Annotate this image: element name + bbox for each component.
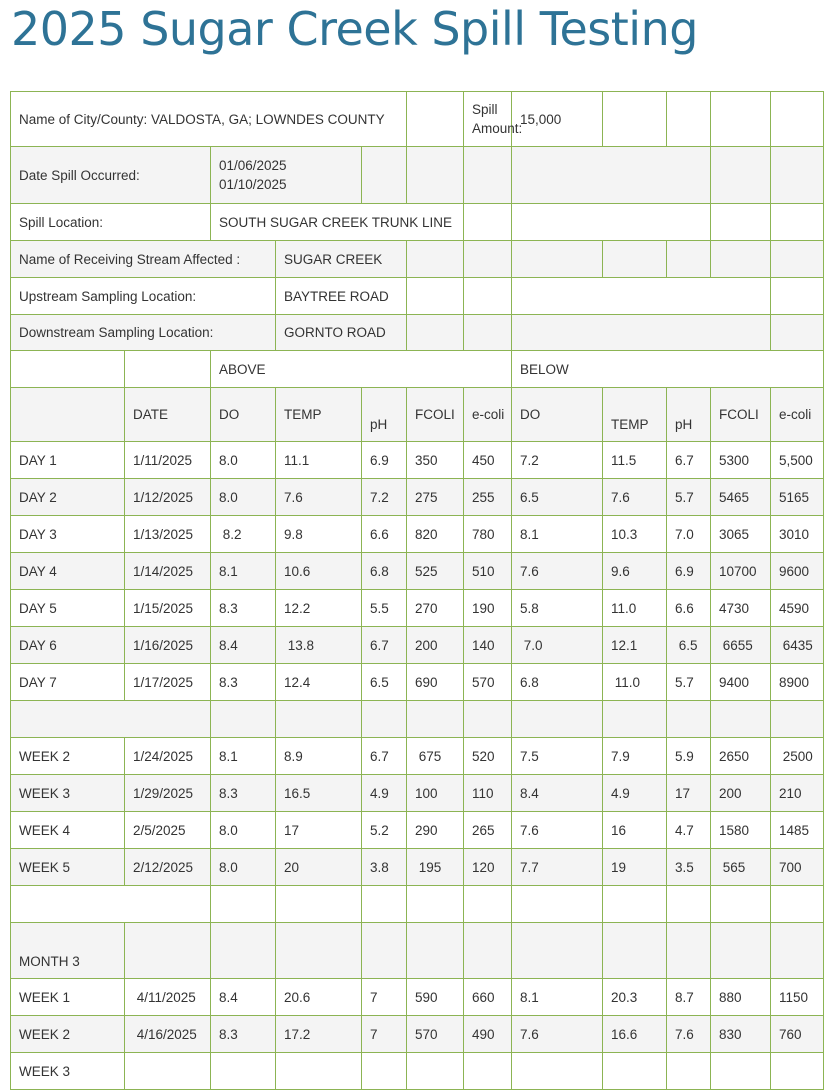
table-cell: 6.7 xyxy=(362,627,407,664)
table-row xyxy=(11,479,824,516)
table-cell: 2500 xyxy=(771,738,824,775)
column-header-row xyxy=(11,388,824,442)
table-cell: 1150 xyxy=(771,979,824,1016)
col-header-above-temp: TEMP xyxy=(276,388,362,442)
table-cell: 7.6 xyxy=(512,553,603,590)
info-row-location xyxy=(11,204,824,241)
table-cell: 100 xyxy=(407,775,464,812)
table-cell: 5.7 xyxy=(667,479,711,516)
group-header-row xyxy=(11,351,824,388)
table-cell: 210 xyxy=(771,775,824,812)
table-cell: 8.4 xyxy=(211,979,276,1016)
table-cell: 525 xyxy=(407,553,464,590)
info-row-city xyxy=(11,92,824,147)
table-cell: DAY 1 xyxy=(11,442,125,479)
table-cell: WEEK 1 xyxy=(11,979,125,1016)
date-value-end: 01/10/2025 xyxy=(219,177,287,192)
table-cell: 6.9 xyxy=(667,553,711,590)
table-cell: 20.3 xyxy=(603,979,667,1016)
col-header-below-fcoli: FCOLI xyxy=(711,388,771,442)
table-cell: 6.6 xyxy=(362,516,407,553)
table-cell: 7.6 xyxy=(276,479,362,516)
table-cell: 5465 xyxy=(711,479,771,516)
table-row xyxy=(11,553,824,590)
table-cell: 110 xyxy=(464,775,512,812)
col-header-above-ph: pH xyxy=(362,388,407,442)
table-cell: 200 xyxy=(711,775,771,812)
page-title: 2025 Sugar Creek Spill Testing xyxy=(11,2,698,56)
upstream-label: Upstream Sampling Location: xyxy=(11,278,276,315)
table-cell: 12.4 xyxy=(276,664,362,701)
blank-row xyxy=(11,886,824,923)
blank-row xyxy=(11,701,824,738)
table-cell: 1/14/2025 xyxy=(125,553,211,590)
table-cell: 275 xyxy=(407,479,464,516)
stream-value: SUGAR CREEK xyxy=(276,241,407,278)
table-cell: 7.0 xyxy=(512,627,603,664)
table-cell: DAY 4 xyxy=(11,553,125,590)
table-cell: 12.2 xyxy=(276,590,362,627)
table-cell: 450 xyxy=(464,442,512,479)
table-cell: 7.5 xyxy=(512,738,603,775)
table-cell: 7 xyxy=(362,979,407,1016)
col-header-below-temp: TEMP xyxy=(603,388,667,442)
table-cell: 8.0 xyxy=(211,812,276,849)
table-cell: 140 xyxy=(464,627,512,664)
table-cell: 510 xyxy=(464,553,512,590)
table-cell: DAY 5 xyxy=(11,590,125,627)
location-value: SOUTH SUGAR CREEK TRUNK LINE xyxy=(211,204,464,241)
table-row xyxy=(11,627,824,664)
table-cell: 16 xyxy=(603,812,667,849)
table-cell: 1/11/2025 xyxy=(125,442,211,479)
table-cell: 11.1 xyxy=(276,442,362,479)
table-cell: 265 xyxy=(464,812,512,849)
city-county-label: Name of City/County: VALDOSTA, GA; LOWNDES COUNTY xyxy=(11,92,407,147)
table-cell: 17 xyxy=(276,812,362,849)
table-row xyxy=(11,849,824,886)
table-cell: 8.3 xyxy=(211,1016,276,1053)
info-row-date xyxy=(11,147,824,204)
table-cell: WEEK 2 xyxy=(11,738,125,775)
table-cell: 6.8 xyxy=(512,664,603,701)
col-header-label xyxy=(11,388,125,442)
table-cell: 8.1 xyxy=(512,979,603,1016)
table-cell: 195 xyxy=(407,849,464,886)
table-row xyxy=(11,738,824,775)
table-cell: 8.9 xyxy=(276,738,362,775)
table-cell: 5,500 xyxy=(771,442,824,479)
table-cell: 8.4 xyxy=(211,627,276,664)
upstream-value: BAYTREE ROAD xyxy=(276,278,407,315)
table-cell: 3.8 xyxy=(362,849,407,886)
table-cell: 1/29/2025 xyxy=(125,775,211,812)
table-cell: 9.8 xyxy=(276,516,362,553)
date-label: Date Spill Occurred: xyxy=(11,147,211,204)
table-cell: 6.5 xyxy=(667,627,711,664)
col-header-above-ecoli: e-coli xyxy=(464,388,512,442)
table-row xyxy=(11,664,824,701)
table-cell: 9400 xyxy=(711,664,771,701)
table-cell: 8.1 xyxy=(211,738,276,775)
table-cell: 8.3 xyxy=(211,775,276,812)
table-row xyxy=(11,979,824,1016)
table-cell: 6.8 xyxy=(362,553,407,590)
table-cell: 2650 xyxy=(711,738,771,775)
table-cell: 1485 xyxy=(771,812,824,849)
table-cell: 19 xyxy=(603,849,667,886)
table-cell: 7.2 xyxy=(362,479,407,516)
table-cell: 7.0 xyxy=(667,516,711,553)
table-cell: 6.5 xyxy=(512,479,603,516)
table-cell: 13.8 xyxy=(276,627,362,664)
table-cell: WEEK 4 xyxy=(11,812,125,849)
table-cell: 3065 xyxy=(711,516,771,553)
table-cell: 8.2 xyxy=(211,516,276,553)
table-cell: 20 xyxy=(276,849,362,886)
table-cell: 17 xyxy=(667,775,711,812)
table-cell: 270 xyxy=(407,590,464,627)
table-cell: 690 xyxy=(407,664,464,701)
table-cell: 4/11/2025 xyxy=(125,979,211,1016)
table-cell: 5.9 xyxy=(667,738,711,775)
table-cell: 2/12/2025 xyxy=(125,849,211,886)
info-row-downstream xyxy=(11,315,824,351)
table-cell: 660 xyxy=(464,979,512,1016)
table-cell: 9600 xyxy=(771,553,824,590)
table-cell: 200 xyxy=(407,627,464,664)
month-label: MONTH 3 xyxy=(11,923,125,979)
table-cell: 8.7 xyxy=(667,979,711,1016)
table-cell: 11.5 xyxy=(603,442,667,479)
table-cell: 6655 xyxy=(711,627,771,664)
table-cell: 7.7 xyxy=(512,849,603,886)
table-cell: 570 xyxy=(407,1016,464,1053)
col-header-below-do: DO xyxy=(512,388,603,442)
partial-row xyxy=(11,1053,824,1090)
table-row xyxy=(11,812,824,849)
table-cell: 700 xyxy=(771,849,824,886)
table-cell: 7.6 xyxy=(667,1016,711,1053)
table-cell: 7 xyxy=(362,1016,407,1053)
table-cell: 6.9 xyxy=(362,442,407,479)
table-cell: 880 xyxy=(711,979,771,1016)
stream-label: Name of Receiving Stream Affected : xyxy=(11,241,276,278)
table-cell: 4/16/2025 xyxy=(125,1016,211,1053)
date-value-start: 01/06/2025 xyxy=(219,158,287,173)
table-cell: DAY 2 xyxy=(11,479,125,516)
table-cell: 8.0 xyxy=(211,479,276,516)
table-cell: 190 xyxy=(464,590,512,627)
table-cell: 4590 xyxy=(771,590,824,627)
table-cell: 6.7 xyxy=(667,442,711,479)
table-cell: 5.7 xyxy=(667,664,711,701)
table-row xyxy=(11,442,824,479)
table-cell: WEEK 3 xyxy=(11,775,125,812)
table-cell: 350 xyxy=(407,442,464,479)
table-cell: 4730 xyxy=(711,590,771,627)
date-value xyxy=(211,147,362,204)
col-header-above-do: DO xyxy=(211,388,276,442)
table-cell: 6.6 xyxy=(667,590,711,627)
table-cell: 4.7 xyxy=(667,812,711,849)
table-cell: 16.6 xyxy=(603,1016,667,1053)
downstream-label: Downstream Sampling Location: xyxy=(11,315,276,351)
table-row xyxy=(11,775,824,812)
table-cell: 7.6 xyxy=(512,812,603,849)
table-cell: 1/13/2025 xyxy=(125,516,211,553)
table-cell: 4.9 xyxy=(362,775,407,812)
table-cell: 565 xyxy=(711,849,771,886)
table-cell: 760 xyxy=(771,1016,824,1053)
downstream-value: GORNTO ROAD xyxy=(276,315,407,351)
table-cell: 10.3 xyxy=(603,516,667,553)
table-cell: 8.1 xyxy=(512,516,603,553)
table-cell: 830 xyxy=(711,1016,771,1053)
table-cell: 10.6 xyxy=(276,553,362,590)
spill-testing-table xyxy=(10,91,824,1090)
table-cell: 3.5 xyxy=(667,849,711,886)
table-cell: 8.3 xyxy=(211,590,276,627)
table-cell: 7.6 xyxy=(512,1016,603,1053)
table-cell: 17.2 xyxy=(276,1016,362,1053)
table-cell: 6.7 xyxy=(362,738,407,775)
table-cell: 120 xyxy=(464,849,512,886)
table-cell: 5.5 xyxy=(362,590,407,627)
table-cell: 675 xyxy=(407,738,464,775)
table-cell: 1/15/2025 xyxy=(125,590,211,627)
table-cell: 1580 xyxy=(711,812,771,849)
table-cell: 8.0 xyxy=(211,849,276,886)
table-cell: 8900 xyxy=(771,664,824,701)
table-cell: 780 xyxy=(464,516,512,553)
table-cell: 1/16/2025 xyxy=(125,627,211,664)
table-row xyxy=(11,516,824,553)
table-cell: 290 xyxy=(407,812,464,849)
table-cell: WEEK 5 xyxy=(11,849,125,886)
table-cell: 8.1 xyxy=(211,553,276,590)
table-cell: 520 xyxy=(464,738,512,775)
table-cell: 8.3 xyxy=(211,664,276,701)
table-cell: 5300 xyxy=(711,442,771,479)
partial-row-label: WEEK 3 xyxy=(11,1053,125,1090)
above-group-label: ABOVE xyxy=(211,351,512,388)
col-header-date: DATE xyxy=(125,388,211,442)
table-cell: 5.2 xyxy=(362,812,407,849)
table-cell: 7.6 xyxy=(603,479,667,516)
table-row xyxy=(11,1016,824,1053)
month-header-row xyxy=(11,923,824,979)
table-cell: DAY 6 xyxy=(11,627,125,664)
col-header-above-fcoli: FCOLI xyxy=(407,388,464,442)
table-cell: 20.6 xyxy=(276,979,362,1016)
col-header-below-ecoli: e-coli xyxy=(771,388,824,442)
table-cell: 255 xyxy=(464,479,512,516)
table-cell: WEEK 2 xyxy=(11,1016,125,1053)
col-header-below-ph: pH xyxy=(667,388,711,442)
table-cell: 10700 xyxy=(711,553,771,590)
table-row xyxy=(11,590,824,627)
table-cell: 8.4 xyxy=(512,775,603,812)
table-cell: 5165 xyxy=(771,479,824,516)
table-cell: 3010 xyxy=(771,516,824,553)
table-cell: DAY 7 xyxy=(11,664,125,701)
table-cell: 1/24/2025 xyxy=(125,738,211,775)
table-cell: 2/5/2025 xyxy=(125,812,211,849)
table-cell: 6435 xyxy=(771,627,824,664)
table-cell: 590 xyxy=(407,979,464,1016)
info-row-stream xyxy=(11,241,824,278)
location-label: Spill Location: xyxy=(11,204,211,241)
info-row-upstream xyxy=(11,278,824,315)
table-cell: 11.0 xyxy=(603,590,667,627)
table-cell: 7.2 xyxy=(512,442,603,479)
table-cell: 7.9 xyxy=(603,738,667,775)
table-cell: 4.9 xyxy=(603,775,667,812)
table-cell: 12.1 xyxy=(603,627,667,664)
table-cell: 1/17/2025 xyxy=(125,664,211,701)
table-cell: 570 xyxy=(464,664,512,701)
table-cell: DAY 3 xyxy=(11,516,125,553)
spill-amount-label: Spill Amount: xyxy=(464,92,512,147)
table-cell: 820 xyxy=(407,516,464,553)
table-cell: 11.0 xyxy=(603,664,667,701)
table-cell: 490 xyxy=(464,1016,512,1053)
below-group-label: BELOW xyxy=(512,351,824,388)
table-cell: 16.5 xyxy=(276,775,362,812)
table-cell: 6.5 xyxy=(362,664,407,701)
table-cell: 1/12/2025 xyxy=(125,479,211,516)
spill-amount-value: 15,000 xyxy=(512,92,603,147)
table-cell: 5.8 xyxy=(512,590,603,627)
table-cell: 9.6 xyxy=(603,553,667,590)
table-cell: 8.0 xyxy=(211,442,276,479)
